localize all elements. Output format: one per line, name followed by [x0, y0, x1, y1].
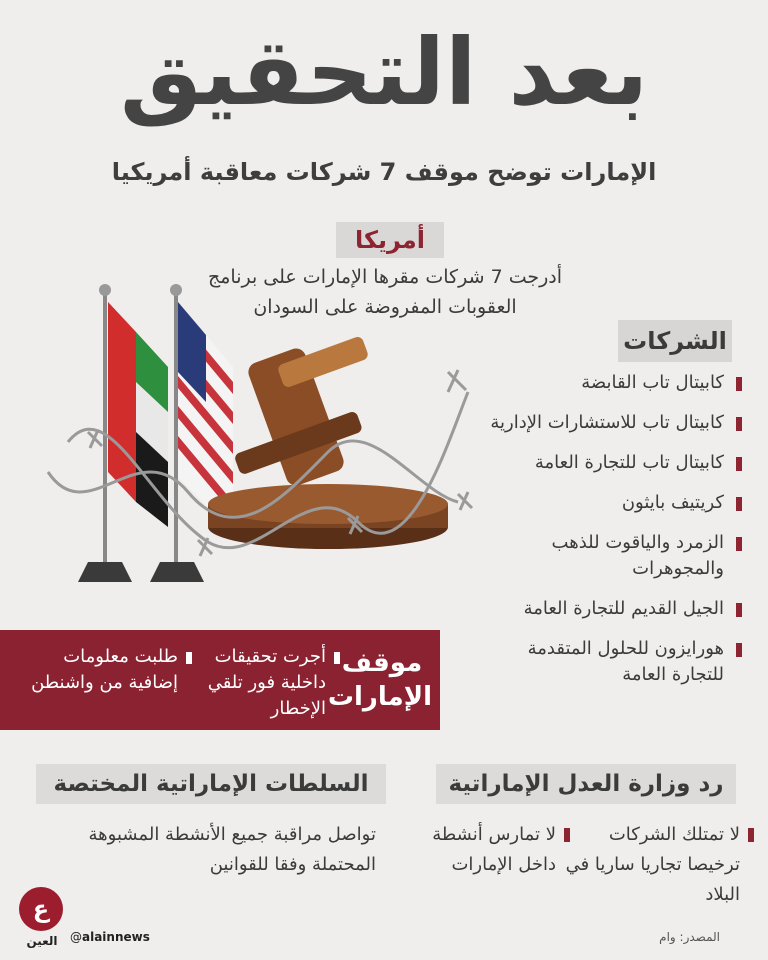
uae-position-point: [180, 644, 340, 722]
bullet-icon: [736, 457, 742, 471]
uae-flag-icon: [78, 284, 168, 582]
company-name: الزمرد والياقوت للذهب والمجوهرات: [551, 532, 724, 579]
alain-logo-icon: [18, 886, 64, 932]
companies-list: [470, 370, 742, 702]
justice-ministry-point: [420, 820, 570, 880]
uae-position-title: [327, 646, 432, 714]
america-description: أدرجت 7 شركات مقرها الإمارات على برنامج العقوبات المفروضة على السودان: [207, 266, 563, 318]
bullet-icon: [736, 643, 742, 657]
company-name: هورايزون للحلول المتقدمة للتجارة العامة: [527, 638, 724, 685]
at-icon: @: [70, 930, 82, 944]
uae-position-point: [18, 644, 192, 696]
list-item: [470, 636, 742, 688]
social-handle: [70, 930, 150, 944]
company-name: كابيتال تاب للتجارة العامة: [534, 452, 724, 473]
america-label: أمريكا: [336, 222, 444, 258]
bullet-icon: [736, 497, 742, 511]
uae-position-point-text: طلبت معلومات إضافية من واشنطن: [31, 646, 178, 693]
page-title: بعد التحقيق: [119, 19, 649, 126]
authorities-text: تواصل مراقبة جميع الأنشطة المشبوهة المحتملة وفقا للقوانين: [88, 824, 376, 875]
bullet-icon: [564, 828, 570, 842]
justice-ministry-heading: رد وزارة العدل الإماراتية: [436, 764, 736, 804]
bullet-icon: [736, 417, 742, 431]
list-item: [470, 450, 742, 476]
source-credit: المصدر: وام: [659, 930, 720, 944]
justice-ministry-point-text: لا تمتلك الشركات ترخيصا تجاريا ساريا في البلاد: [565, 824, 740, 905]
handle-name: alainnews: [82, 930, 150, 944]
company-name: كابيتال تاب القابضة: [581, 372, 724, 393]
list-item: [470, 596, 742, 622]
justice-ministry-point: [562, 820, 754, 910]
justice-ministry-point-text: لا تمارس أنشطة داخل الإمارات: [432, 824, 556, 875]
bullet-icon: [186, 652, 192, 664]
logo-letter: ع: [32, 895, 50, 923]
company-name: كابيتال تاب للاستشارات الإدارية: [490, 412, 724, 433]
uae-position-title-line1: موقف: [341, 648, 423, 678]
flags-gavel-illustration: [28, 272, 498, 602]
list-item: [470, 370, 742, 396]
list-item: [470, 490, 742, 516]
page-subtitle: الإمارات توضح موقف 7 شركات معاقبة أمريكيا: [111, 158, 657, 186]
bullet-icon: [334, 652, 340, 664]
logo-text: العين: [26, 934, 58, 948]
list-item: [470, 530, 742, 582]
bullet-icon: [736, 537, 742, 551]
companies-heading: الشركات: [618, 320, 732, 362]
bullet-icon: [736, 377, 742, 391]
bullet-icon: [748, 828, 754, 842]
company-name: كريتيف بايثون: [621, 492, 724, 513]
company-name: الجيل القديم للتجارة العامة: [523, 598, 724, 619]
uae-position-point-text: أجرت تحقيقات داخلية فور تلقي الإخطار: [207, 646, 326, 719]
list-item: [470, 410, 742, 436]
authorities-heading: السلطات الإماراتية المختصة: [36, 764, 386, 804]
uae-position-title-line2: الإمارات: [327, 682, 432, 712]
bullet-icon: [736, 603, 742, 617]
